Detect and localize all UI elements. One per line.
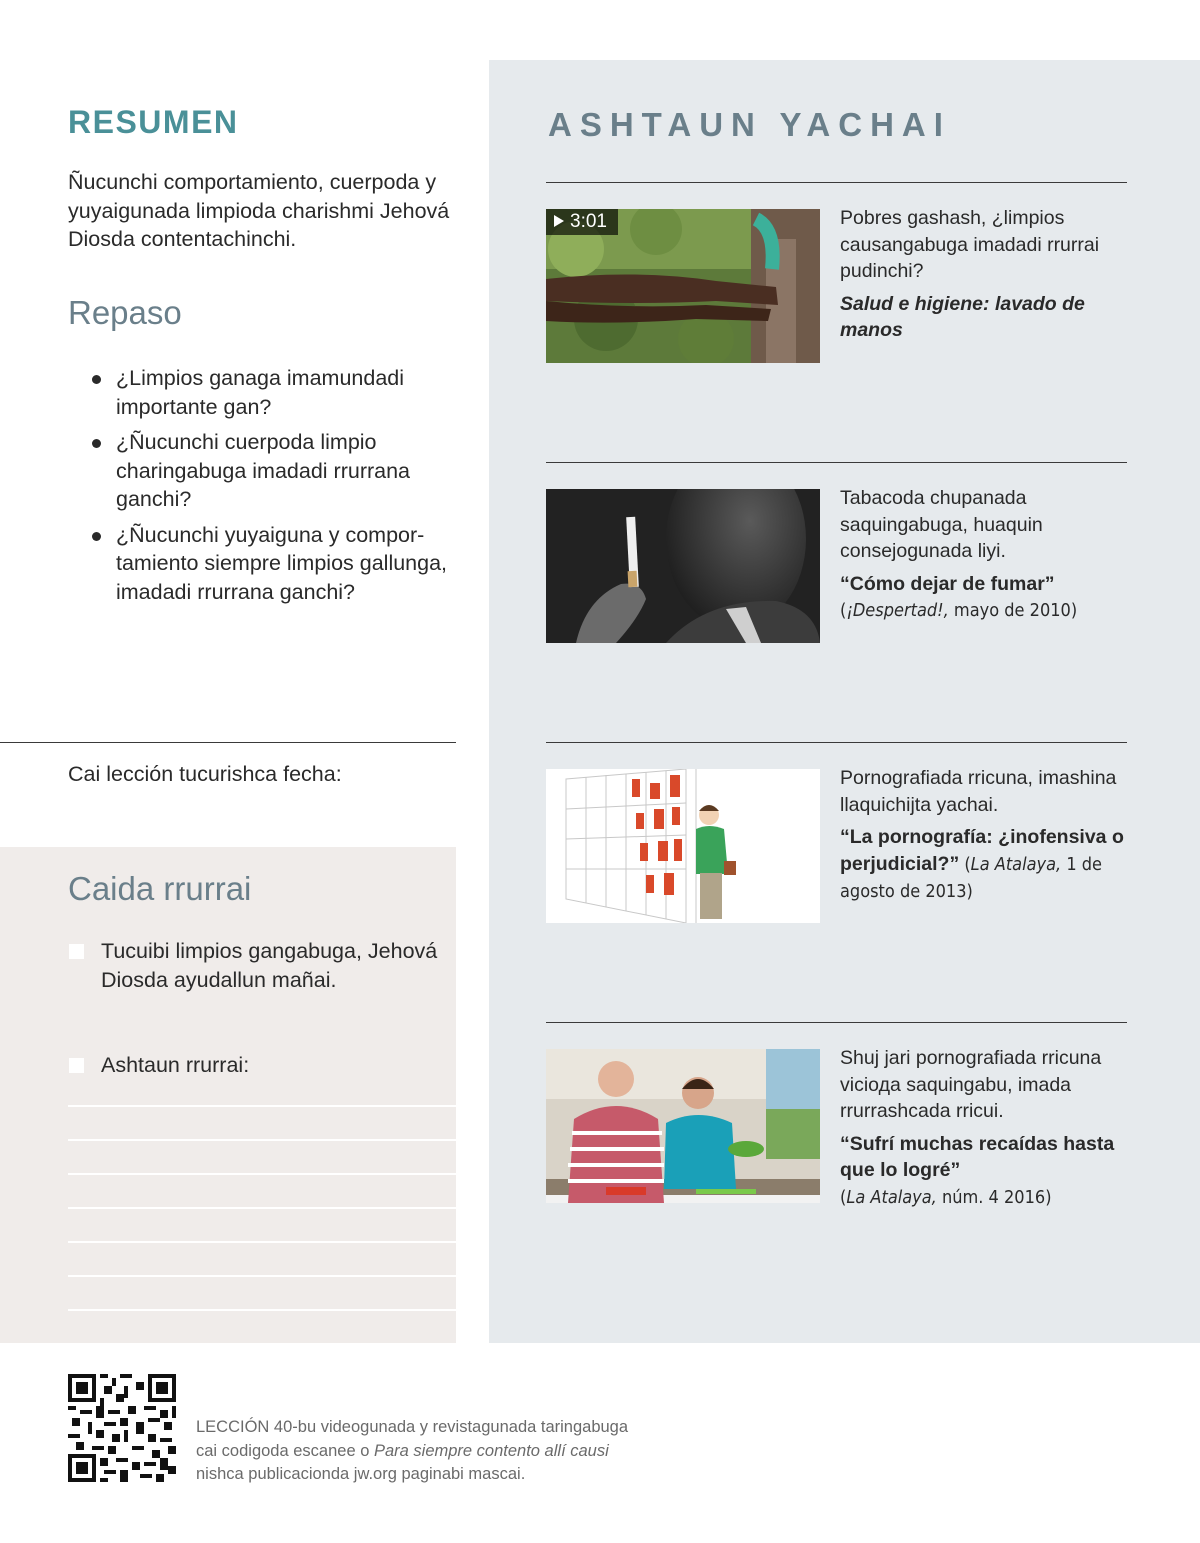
writing-line[interactable] [68,1173,456,1175]
repaso-item [90,428,460,514]
divider [546,1022,1127,1023]
repaso-item [90,521,460,607]
writing-line[interactable] [68,1241,456,1243]
checkbox[interactable] [69,1058,84,1073]
writing-line[interactable] [68,1105,456,1107]
resource-source [840,1187,1052,1208]
resource-entry [840,765,1140,906]
repaso-item-text: ¿Ñucunchi yuyaiguna y comportamiento siempre limpios gallunga, imadadi rrurrana ganchi? [116,522,448,604]
source-issue: 1 de agosto de 2013) [840,853,1103,902]
divider [546,462,1127,463]
publication-name: La Atalaya, [846,1186,937,1208]
checkbox[interactable] [69,944,84,959]
resource-title-link[interactable]: “Sufrí muchas recaídas hasta que lo logré” [840,1132,1115,1181]
repaso-list [90,364,460,613]
writing-line[interactable] [68,1275,456,1277]
footer-note [196,1416,716,1487]
resource-title-link[interactable]: Salud e higiene: lavado de manos [840,292,1085,341]
bullet-icon [92,532,101,541]
completion-date-label: Cai lección tucurishca fecha: [68,762,342,786]
source-issue: mayo de 2010) [948,600,1078,621]
couple-cooking-photo [546,1049,820,1203]
bullet-icon [92,375,101,384]
checklist-item-text: Tucuibi limpios gangabuga, Jehová Diosda ayudallun mañai. [101,939,438,992]
footer-line: LECCIÓN 40-bu videogunada y revistagunada taringabuga [196,1418,629,1436]
writing-line[interactable] [68,1139,456,1141]
footer-line: nishca publicacionda jw.org paginabi mascai. [196,1465,526,1483]
source-issue: núm. 4 2016) [936,1186,1052,1208]
repaso-heading: Repaso [68,294,182,331]
bullet-icon [92,439,101,448]
source-prefix: ( [840,1186,847,1208]
resource-title-link[interactable]: “La pornografía: ¿inofensiva o perjudicial?” [840,826,1124,875]
source-prefix: ( [959,853,971,875]
checklist-item-text: Ashtaun rrurrai: [101,1053,250,1077]
divider [546,742,1127,743]
caida-heading: Caida rrurrai [68,870,252,907]
cigarette-photo [546,489,820,643]
resource-description: Pornografiada rricuna, imashina llaquichijta yachai. [840,767,1117,816]
resource-entry [840,205,1140,344]
writing-line[interactable] [68,1207,456,1209]
resource-description: Tabacoda chupanada saquingabuga, huaquin consejogunada liyi. [840,487,1043,562]
publication-name: ¡Despertad!, [846,600,949,621]
repaso-item-text: ¿Ñucunchi cuerpoda limpio charingabuga imadadi rrurrana ganchi? [116,430,411,511]
checklist-item [68,1051,438,1080]
resumen-text: Ñucunchi comportamiento, cuerpoda y yuyaigunada limpioda charishmi Jehová Diosda contentachinchi. [68,170,450,251]
pornography-illustration [546,769,820,923]
resource-source [840,600,1077,621]
play-icon [554,215,564,227]
resource-entry [840,485,1140,625]
footer-line: cai codigoda escanee o [196,1441,374,1460]
video-duration: 3:01 [570,211,607,232]
repaso-item-text: ¿Limpios ganaga imamundadi importante gan? [116,366,405,419]
resource-description: Pobres gashash, ¿limpios causangabuga imadadi rrurrai pudinchi? [840,207,1100,282]
publication-name: La Atalaya, [970,853,1062,875]
writing-line[interactable] [68,1309,456,1311]
resource-description: Shuj jari pornografiada rricuna viciода saquingabu, imada rrurrashcada rricui. [840,1047,1102,1122]
repaso-item [90,364,460,421]
qr-code-icon[interactable] [68,1374,176,1482]
resource-entry [840,1045,1140,1211]
divider [0,742,456,743]
source-prefix: ( [840,600,847,621]
divider [546,182,1127,183]
ashtaun-heading: ASHTAUN YACHAI [548,106,951,143]
publication-name: Para siempre contento allí causi [373,1441,609,1460]
resumen-heading: RESUMEN [68,104,239,140]
checklist-item [68,937,438,994]
handwashing-video-thumbnail[interactable] [546,209,820,363]
video-duration-badge [546,209,618,235]
resource-title-link[interactable]: “Cómo dejar de fumar” [840,572,1055,595]
caida-panel [0,847,456,1343]
